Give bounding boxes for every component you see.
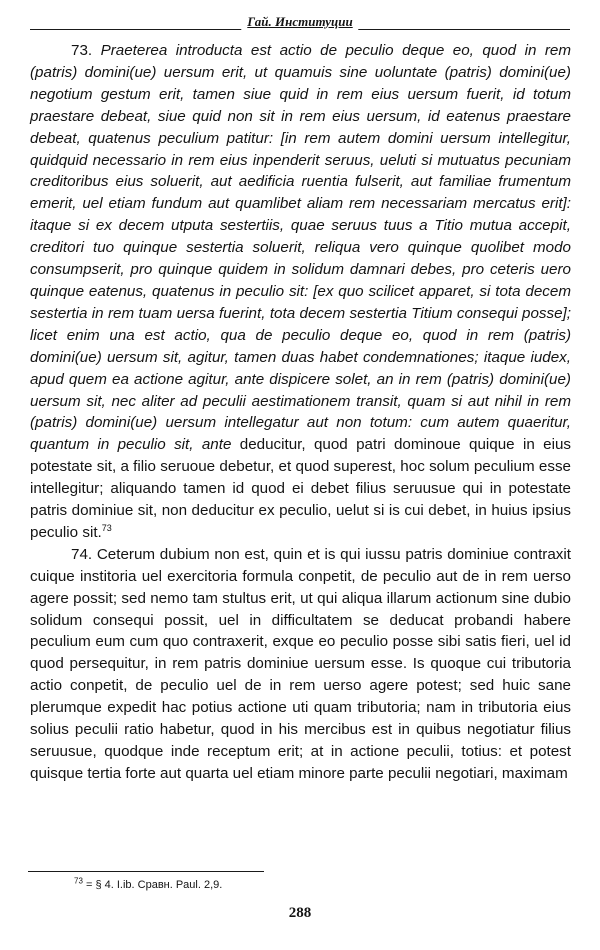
paragraph-74 [30, 544, 571, 785]
footnote-number: 73 [74, 876, 83, 886]
running-header [30, 8, 570, 36]
paragraph-73 [30, 40, 571, 544]
footnote-text: = § 4. I.ib. Сравн. Paul. 2,9. [85, 879, 223, 891]
paragraph-73-italic-text: Praeterea introducta est actio de peculio deque eo, quod in rem (patris) domini(ue) uersum erit, ut quamuis sine uoluntate (patris) domini(ue) negotium gestum erit, tamen siue quid in rem eius uersum fuerit, id totum praestare debeat, siue quid non sit in rem eius uersum, id eatenus praestare debeat, quatenus peculium patitur: [in rem autem domini uersum intellegitur, quidquid necessario in rem eius inpenderit seruus, ueluti si mutuatus pecuniam creditoribus eius soluerit, aut aedificia ruentia fulserit, aut familiae frumentum emerit, uel etiam fundum aut quamlibet aliam rem necessariam mercatus erit]: itaque si ex decem utputa sestertiis, quae seruus tuus a Titio mutua accepit, creditori tuo quinque sestertia soluerit, reliqua vero quinque quolibet modo consumpserit, pro quinque quidem in solidum damnari debes, pro ceteris uero quinque eatenus, quatenus in peculio sit: [ex quo scilicet apparet, si tota decem sestertia in rem tuam uersa fuerint, tota decem sestertia Titium consequi posse]; licet enim una est actio, qua de peculio deque eo, quod in rem (patris) domini(ue) uersum sit, agitur, tamen duas habet condemnationes; itaque iudex, apud quem ea actione agitur, ante dispicere solet, an in rem (patris) domini(ue) uersum sit, nec aliter ad peculii aestimationem transit, quam si aut nihil in rem (patris) domini(ue) uersum intellegatur aut non totum: cum autem quaeritur, quantum in peculio sit, ante [30, 42, 571, 454]
page-number: 288 [288, 905, 312, 921]
paragraph-73-roman-text: deducitur, quod patri dominoue quique in eius potestate sit, a filio seruoue debetur, et quod superest, hoc solum peculium esse intellegitur; aliquando tamen id quod ei debet filius seruusue qui in potestate patris dominiue sit, non deducitur ex peculio, uelut si is cui debet, in huius ipsius peculio sit. [30, 436, 571, 541]
footnote-rule [28, 871, 264, 872]
running-header-title: Гай. Институции [241, 14, 358, 30]
paragraph-73-number: 73. [71, 42, 101, 59]
main-text [30, 40, 571, 785]
footnote [74, 878, 222, 892]
footnote-reference[interactable]: 73 [101, 522, 112, 533]
paragraph-74-text: 74. Ceterum dubium non est, quin et is qui iussu patris dominiue contraxit cuique institoria uel exercitoria formula conpetit, de peculio aut de in rem uerso agere possit; sed nemo tam stultus erit, ut qui aliqua illarum actionum sine dubio solidum consequi possit, uel in difficultatem se deducat probandi habere peculium eum cum quo contraxerit, exque eo peculio posse sibi satis fieri, uel id quod persequitur, in rem patris dominiue uersum esse. Is quoque cui tributoria actio conpetit, de peculio uel de in rem uerso agere potest; sed huic sane plerumque expedit hac potius actione uti quam tributoria; nam in tributoria eius solius peculii ratio habetur, quod in his mercibus est in quibus negotiatur filius seruusue, quodque inde receptum erit; at in actione peculii, totius: et potest quisque tertia forte aut quarta uel etiam minore parte peculii negotiari, maximam [30, 545, 571, 782]
